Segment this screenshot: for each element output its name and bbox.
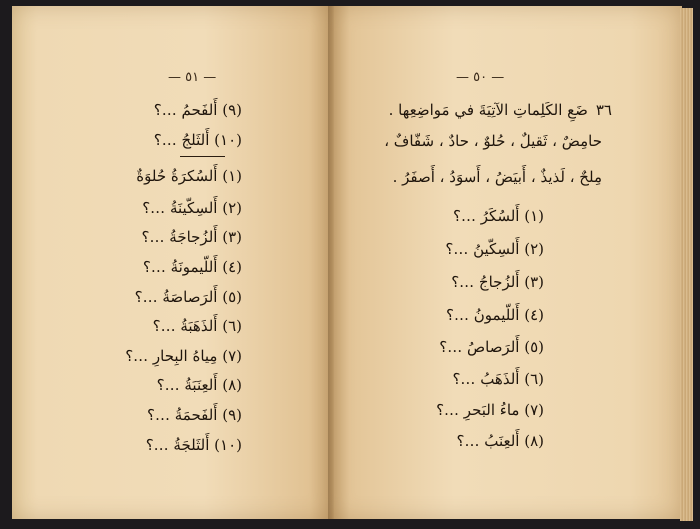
section-divider bbox=[180, 156, 225, 157]
left-item-5: (٣) أَلزُجاجَةُ …؟ bbox=[141, 228, 242, 246]
book-gutter bbox=[328, 6, 334, 519]
right-item-8: (٨) أَلعِنَبُ …؟ bbox=[456, 432, 544, 450]
left-item-4: (٢) أَلسِكّينَةُ …؟ bbox=[142, 199, 242, 217]
right-item-2: (٢) أَلسِكّينُ …؟ bbox=[445, 240, 544, 258]
right-item-4: (٤) أَللّيمونُ …؟ bbox=[446, 306, 544, 324]
left-item-12: (١٠) أَلثَلجَةُ …؟ bbox=[145, 436, 242, 454]
left-item-2: (١٠) أَلثَلجُ …؟ bbox=[153, 131, 242, 149]
right-item-5: (٥) أَلرَصاصُ …؟ bbox=[439, 338, 544, 356]
left-item-7: (٥) أَلرَصاصَةُ …؟ bbox=[134, 288, 242, 306]
left-item-11: (٩) أَلفَحمَةُ …؟ bbox=[147, 406, 242, 424]
left-item-3: (١) أَلسُكرَةُ حُلوَةٌ bbox=[136, 167, 242, 185]
left-item-8: (٦) أَلذَهَبَةُ …؟ bbox=[152, 317, 242, 335]
exercise-instruction: ضَعِ الكَلِماتِ الآتِيَةَ في مَواضِعِها . bbox=[388, 101, 588, 119]
right-item-7: (٧) ماءُ البَحرِ …؟ bbox=[436, 401, 544, 419]
page-edges bbox=[680, 8, 693, 521]
left-item-6: (٤) أَللّيمونَةُ …؟ bbox=[142, 258, 242, 276]
right-page-number: — ٥٠ — bbox=[456, 70, 505, 85]
left-item-10: (٨) أَلعِنَبَةُ …؟ bbox=[156, 376, 242, 394]
exercise-number: ٣٦ bbox=[595, 101, 612, 119]
exercise-heading bbox=[389, 101, 612, 119]
left-page-number: — ٥١ — bbox=[168, 70, 217, 85]
word-bank-line-1: حامِضٌ ، ثَقيلٌ ، حُلوٌ ، حادٌ ، شَفّافٌ ، bbox=[384, 132, 602, 150]
left-item-1: (٩) أَلفَحمُ …؟ bbox=[153, 101, 242, 119]
word-bank-line-2: مِلحٌ ، لَذيذٌ ، أَبيَضُ ، أَسوَدُ ، أَصفَرُ . bbox=[392, 168, 602, 186]
right-item-6: (٦) أَلذَهَبُ …؟ bbox=[452, 370, 544, 388]
right-item-1: (١) أَلسُكَرُ …؟ bbox=[453, 207, 544, 225]
left-item-9: (٧) مِياهُ البِحارِ …؟ bbox=[125, 347, 242, 365]
right-item-3: (٣) أَلزُجاجُ …؟ bbox=[451, 273, 544, 291]
